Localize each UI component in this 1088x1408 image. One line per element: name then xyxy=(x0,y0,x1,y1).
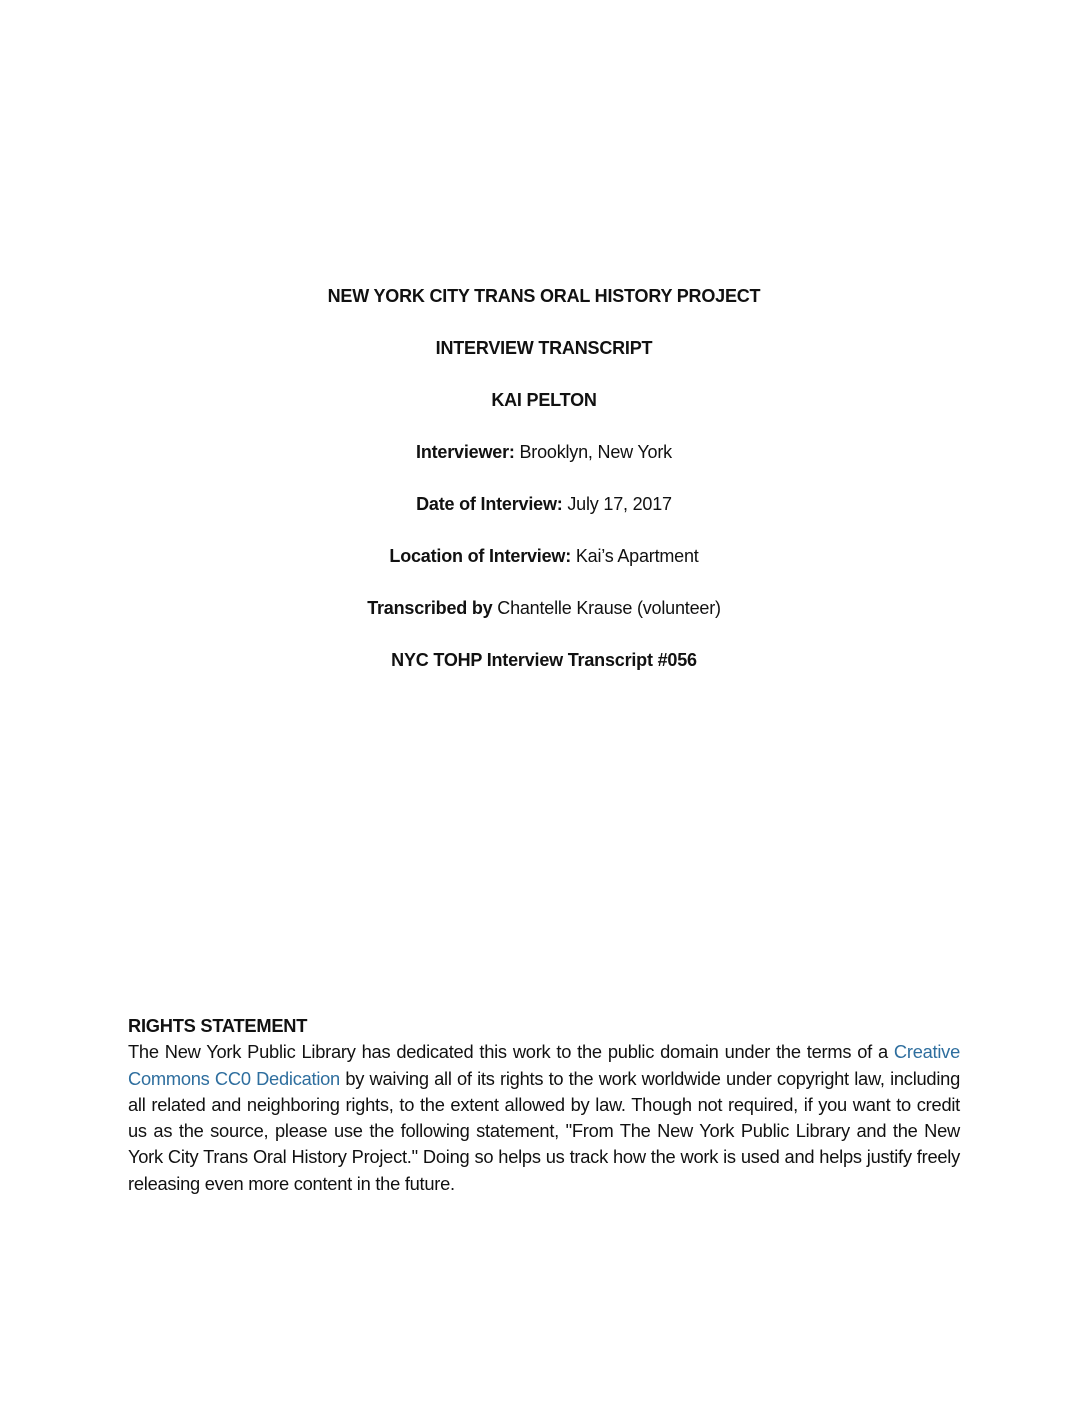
rights-heading: RIGHTS STATEMENT xyxy=(128,1015,308,1036)
date-value: July 17, 2017 xyxy=(567,494,672,514)
date-line xyxy=(0,491,1088,543)
transcript-number: NYC TOHP Interview Transcript #056 xyxy=(391,650,697,670)
transcribed-value: Chantelle Krause (volunteer) xyxy=(497,598,721,618)
document-type: INTERVIEW TRANSCRIPT xyxy=(435,338,653,358)
transcribed-label: Transcribed by xyxy=(367,598,493,618)
rights-text-before-link: The New York Public Library has dedicated this work to the public domain under the terms of a xyxy=(128,1041,894,1063)
location-label: Location of Interview: xyxy=(389,546,572,566)
project-title: NEW YORK CITY TRANS ORAL HISTORY PROJECT xyxy=(327,286,761,306)
location-value: Kai’s Apartment xyxy=(575,546,699,566)
interviewer-value: Brooklyn, New York xyxy=(519,442,672,462)
rights-body xyxy=(128,1039,960,1197)
location-line xyxy=(0,543,1088,595)
interviewer-line xyxy=(0,439,1088,491)
cover-block xyxy=(0,283,1088,699)
transcribed-line xyxy=(0,595,1088,647)
interviewer-label: Interviewer: xyxy=(416,442,515,462)
narrator-name: KAI PELTON xyxy=(491,390,597,410)
rights-statement xyxy=(128,1013,960,1197)
cc0-dedication-link[interactable]: Creative Commons CC0 Dedication xyxy=(128,1041,960,1089)
rights-text-after-link: by waiving all of its rights to the work worldwide under copyright law, including all related and neighboring rights, to the extent allowed by law. Though not required, if you want to credit us as the source, please use the following statement, "From The New York Public Library and the New York City Trans Oral History Project." Doing so helps us track how the work is used and helps justify freely releasing even more content in the future. xyxy=(128,1067,960,1194)
date-label: Date of Interview: xyxy=(416,494,563,514)
